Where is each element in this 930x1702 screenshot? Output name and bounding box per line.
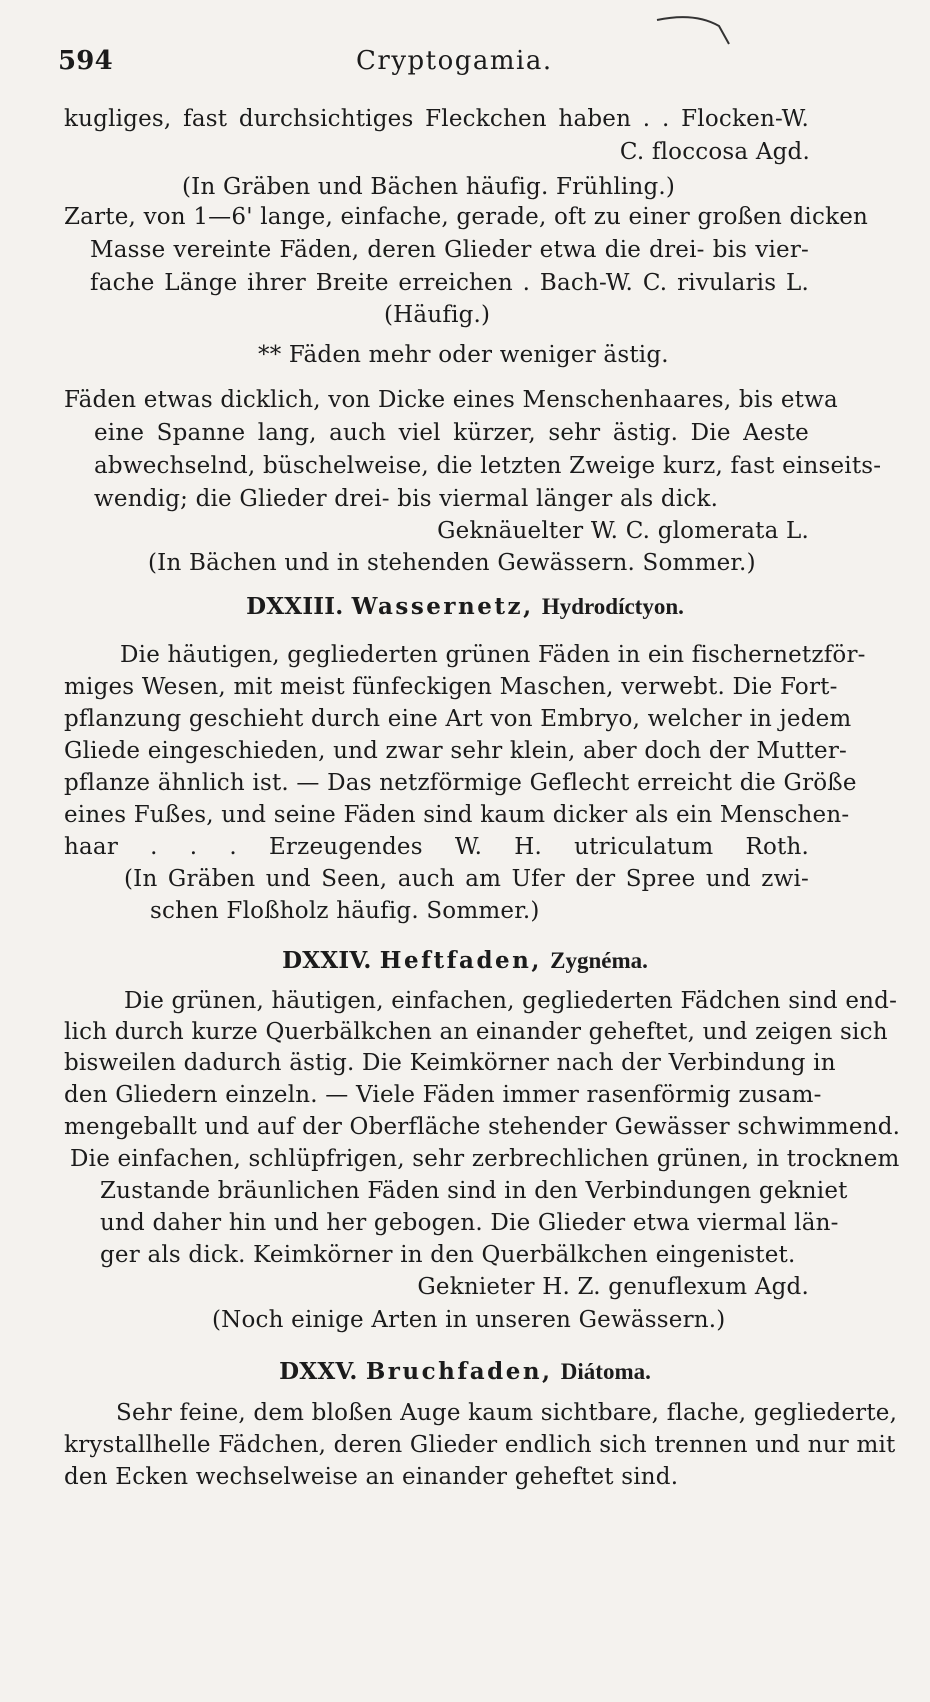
heading-name: Wassernetz, xyxy=(351,593,534,620)
text-line: ger als dick. Keimkörner in den Querbälkchen eingenistet. xyxy=(100,1242,796,1268)
text-line: und daher hin und her gebogen. Die Glieder etwa viermal län- xyxy=(100,1210,839,1236)
text-line: bisweilen dadurch ästig. Die Keimkörner nach der Verbindung in xyxy=(64,1050,836,1076)
text-line: (In Gräben und Bächen häufig. Frühling.) xyxy=(182,174,676,200)
text-line: Die einfachen, schlüpfrigen, sehr zerbrechlichen grünen, in trocknem xyxy=(70,1146,900,1172)
text-line: eine Spanne lang, auch viel kürzer, sehr ästig. Die Aeste xyxy=(94,420,809,446)
text-line: (In Gräben und Seen, auch am Ufer der Spree und zwi- xyxy=(124,866,809,892)
text-line: Fäden etwas dicklich, von Dicke eines Menschenhaares, bis etwa xyxy=(64,387,838,413)
text-line: Die häutigen, gegliederten grünen Fäden in ein fischernetzför- xyxy=(120,642,866,668)
text-line: schen Floßholz häufig. Sommer.) xyxy=(150,898,540,924)
text-line: wendig; die Glieder drei- bis viermal länger als dick. xyxy=(94,486,719,512)
text-line: lich durch kurze Querbälkchen an einander geheftet, und zeigen sich xyxy=(64,1019,888,1045)
heading-number: DXXIII. xyxy=(246,593,344,620)
text-line: den Gliedern einzeln. — Viele Fäden immer rasenförmig zusam- xyxy=(64,1082,822,1108)
text-line: Gliede eingeschieden, und zwar sehr klein, aber doch der Mutter- xyxy=(64,738,847,764)
heading-name: Heftfaden, xyxy=(379,947,542,974)
text-line: (Häufig.) xyxy=(384,302,491,328)
text-line: pflanze ähnlich ist. — Das netzförmige Geflecht erreicht die Größe xyxy=(64,770,857,796)
text-line: (In Bächen und in stehenden Gewässern. Sommer.) xyxy=(148,550,756,576)
text-line: Zarte, von 1—6' lange, einfache, gerade, oft zu einer großen dicken xyxy=(64,204,869,230)
text-line: krystallhelle Fädchen, deren Glieder endlich sich trennen und nur mit xyxy=(64,1432,896,1458)
heading-latin: Zygnéma. xyxy=(550,948,648,973)
text-line: pflanzung geschieht durch eine Art von Embryo, welcher in jedem xyxy=(64,706,852,732)
running-title: Cryptogamia. xyxy=(356,46,553,76)
text-line: Geknäuelter W. C. glomerata L. xyxy=(437,518,809,544)
text-line: kugliges, fast durchsichtiges Fleckchen haben . . Flocken-W. xyxy=(64,106,809,132)
text-line: mengeballt und auf der Oberfläche stehender Gewässer schwimmend. xyxy=(64,1114,901,1140)
section-heading-dxxiii xyxy=(0,592,930,622)
text-line: Sehr feine, dem bloßen Auge kaum sichtbare, flache, gegliederte, xyxy=(116,1400,898,1426)
text-line: eines Fußes, und seine Fäden sind kaum dicker als ein Menschen- xyxy=(64,802,850,828)
text-line: abwechselnd, büschelweise, die letzten Zweige kurz, fast einseits- xyxy=(94,453,882,479)
pen-stroke-mark xyxy=(655,10,735,50)
heading-name: Bruchfaden, xyxy=(365,1358,553,1385)
text-line: haar . . . Erzeugendes W. H. utriculatum Roth. xyxy=(64,834,809,860)
heading-latin: Diátoma. xyxy=(560,1359,651,1384)
text-line: ** Fäden mehr oder weniger ästig. xyxy=(258,342,669,368)
text-line: (Noch einige Arten in unseren Gewässern.) xyxy=(212,1307,726,1333)
heading-latin: Hydrodíctyon. xyxy=(541,594,684,619)
heading-number: DXXV. xyxy=(279,1358,358,1385)
text-line: Die grünen, häutigen, einfachen, gegliederten Fädchen sind end- xyxy=(124,988,898,1014)
text-line: Zustande bräunlichen Fäden sind in den Verbindungen gekniet xyxy=(100,1178,848,1204)
text-line: miges Wesen, mit meist fünfeckigen Maschen, verwebt. Die Fort- xyxy=(64,674,838,700)
page-number: 594 xyxy=(58,46,113,76)
text-line: den Ecken wechselweise an einander geheftet sind. xyxy=(64,1464,679,1490)
text-line: C. floccosa Agd. xyxy=(619,139,810,165)
section-heading-dxxiv xyxy=(0,946,930,976)
heading-number: DXXIV. xyxy=(282,947,372,974)
text-line: Masse vereinte Fäden, deren Glieder etwa die drei- bis vier- xyxy=(90,237,809,263)
section-heading-dxxv xyxy=(0,1357,930,1387)
text-line: Geknieter H. Z. genuflexum Agd. xyxy=(417,1274,809,1300)
text-line: fache Länge ihrer Breite erreichen . Bach-W. C. rivularis L. xyxy=(90,270,809,296)
